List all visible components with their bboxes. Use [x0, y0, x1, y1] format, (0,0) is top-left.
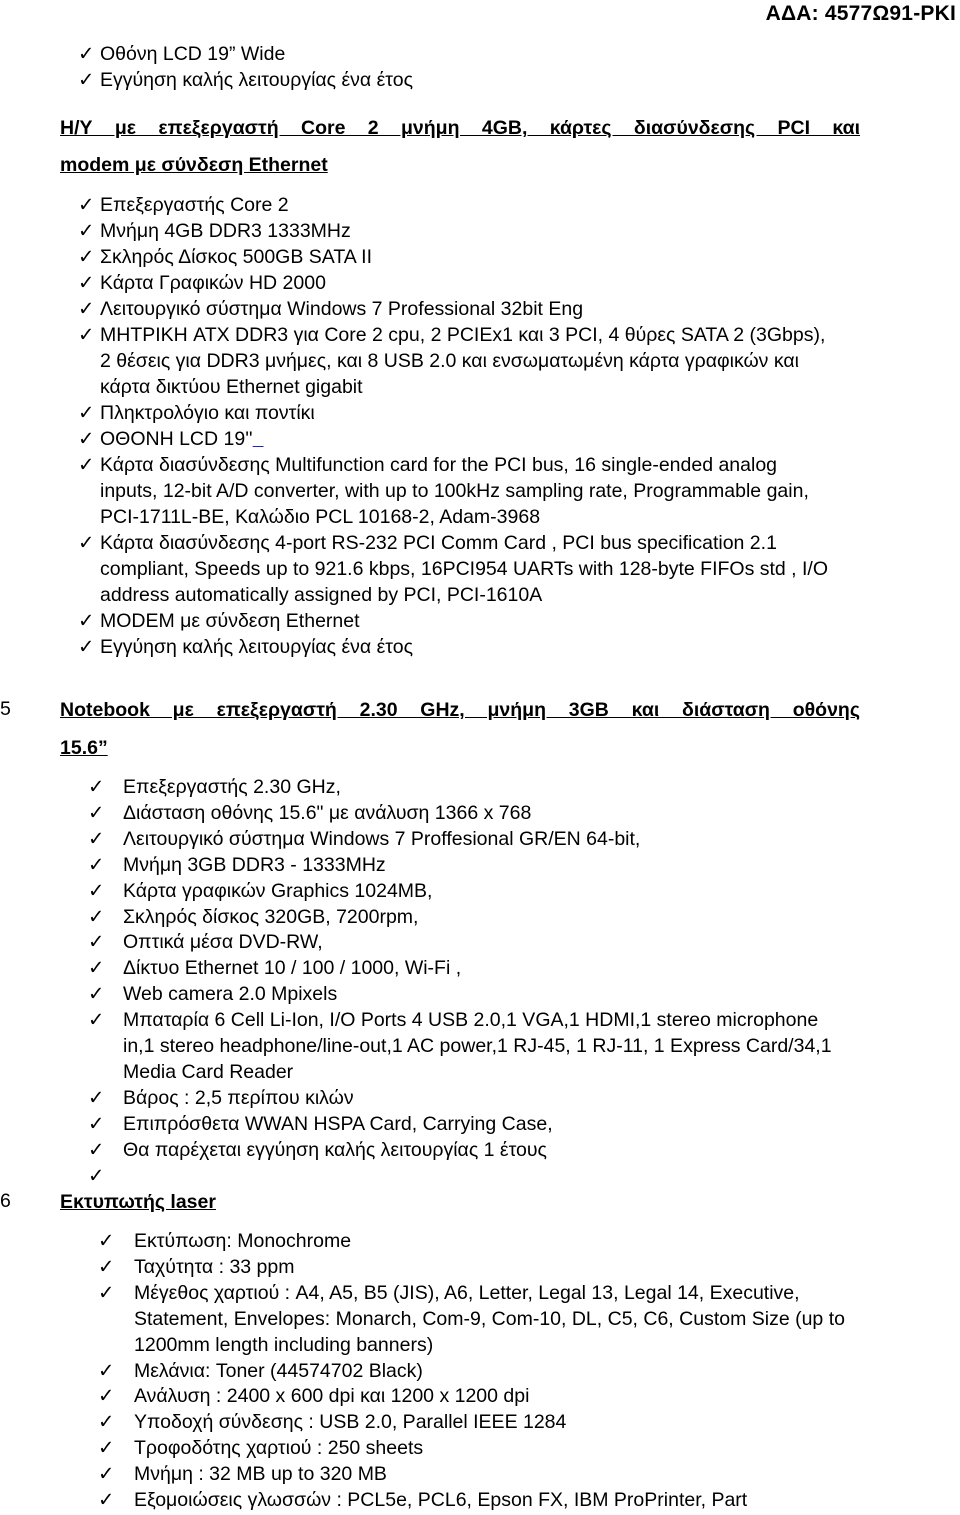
section-number: 5	[0, 698, 11, 720]
list-item	[88, 879, 848, 905]
list-item-text: Μνήμη 3GB DDR3 - 1333MHz	[123, 853, 386, 876]
checkmark-icon: ✓	[98, 1359, 115, 1382]
list-item	[78, 41, 413, 67]
list-item-text: Μέγεθος χαρτιού : A4, A5, B5 (JIS), A6, Letter, Legal 13, Legal 14, Executive, Statement, Envelopes: Monarch, Com-9, Com-10, DL, C5, C6, Custom Size (up to 1200mm length including banners)	[134, 1281, 845, 1356]
list-item-text: Κάρτα Γραφικών HD 2000	[100, 272, 326, 294]
ada-code: ΑΔΑ: 4577Ω91-ΡΚΙ	[765, 2, 956, 25]
printer-spec-list	[98, 1229, 858, 1514]
checkmark-icon: ✓	[98, 1281, 115, 1304]
list-item	[98, 1229, 858, 1255]
list-item-text: Εκτύπωση: Monochrome	[134, 1230, 352, 1252]
pc-spec-list	[78, 192, 838, 660]
checkmark-icon: ✓	[98, 1411, 115, 1434]
list-item-text: ΟΘΟΝΗ LCD 19''	[100, 428, 253, 450]
list-item	[98, 1488, 858, 1514]
checkmark-icon: ✓	[88, 1009, 105, 1032]
printer-section-heading: Εκτυπωτής laser	[60, 1191, 216, 1213]
list-item	[98, 1384, 858, 1410]
checkmark-icon: ✓	[88, 983, 105, 1006]
checkmark-icon: ✓	[98, 1230, 115, 1252]
list-item	[98, 1359, 858, 1385]
notebook-section-heading: Notebook με επεξεργαστή 2.30 GHz, μνήμη 3GB και διάσταση οθόνης	[60, 699, 860, 721]
section-number: 6	[0, 1190, 11, 1212]
checkmark-icon: ✓	[78, 636, 95, 658]
checkmark-icon: ✓	[88, 1164, 105, 1187]
pc-section-heading-line2: modem με σύνδεση Ethernet	[60, 154, 328, 176]
list-item	[88, 1008, 848, 1086]
list-item-text: Web camera 2.0 Mpixels	[123, 983, 338, 1006]
notebook-section-heading-line2: 15.6”	[60, 737, 108, 759]
list-item	[78, 530, 838, 608]
list-item	[78, 608, 838, 634]
list-item-text: Επιπρόσθετα WWAN HSPA Card, Carrying Case,	[123, 1112, 553, 1135]
list-item	[88, 905, 848, 931]
list-item-text: ΜΗΤΡΙΚΗ ATX DDR3 για Core 2 cpu, 2 PCIEx1 και 3 PCI, 4 θύρες SATA 2 (3Gbps), 2 θέσεις για DDR3 μνήμες, και 8 USB 2.0 και ενσωματωμένη κάρτα γραφικών και κάρτα δικτύου Ethernet gigabit	[100, 324, 826, 398]
list-item-text: Υποδοχή σύνδεσης : USB 2.0, Parallel IEEE 1284	[134, 1411, 567, 1434]
list-item	[78, 296, 838, 322]
list-item	[78, 244, 838, 270]
list-item-text: Τροφοδότης χαρτιού : 250 sheets	[134, 1437, 424, 1460]
list-item-text: Εγγύηση καλής λειτουργίας ένα έτος	[100, 69, 413, 91]
checkmark-icon: ✓	[98, 1437, 115, 1460]
list-item	[88, 1138, 848, 1164]
list-item	[88, 956, 848, 982]
checkmark-icon: ✓	[78, 272, 95, 294]
list-item	[78, 67, 413, 93]
list-item	[78, 634, 838, 660]
list-item	[78, 270, 838, 296]
checkmark-icon: ✓	[88, 879, 105, 902]
pc-section-heading: Η/Υ με επεξεργαστή Core 2 μνήμη 4GB, κάρτες διασύνδεσης PCI και	[60, 117, 860, 139]
checkmark-icon: ✓	[78, 324, 95, 346]
checkmark-icon: ✓	[78, 69, 95, 91]
checkmark-icon: ✓	[88, 957, 105, 980]
list-item	[88, 930, 848, 956]
checkmark-icon: ✓	[78, 454, 95, 476]
checkmark-icon: ✓	[98, 1463, 115, 1486]
checkmark-icon: ✓	[88, 1112, 105, 1135]
list-item-text: Εξομοιώσεις γλωσσών : PCL5e, PCL6, Epson FX, IBM ProPrinter, Part	[134, 1489, 748, 1512]
checkmark-icon: ✓	[78, 43, 95, 65]
list-item	[88, 1112, 848, 1138]
list-item-text: Εγγύηση καλής λειτουργίας ένα έτος	[100, 636, 413, 658]
checkmark-icon: ✓	[78, 532, 95, 554]
list-item-text: Δίκτυο Ethernet 10 / 100 / 1000, Wi-Fi ,	[123, 957, 462, 980]
list-item-text: Σκληρός δίσκος 320GB, 7200rpm,	[123, 905, 419, 928]
list-item	[88, 827, 848, 853]
checkmark-icon: ✓	[88, 1138, 105, 1161]
list-item-text: Ανάλυση : 2400 x 600 dpi και 1200 x 1200 dpi	[134, 1385, 530, 1408]
list-item-text: Πληκτρολόγιο και ποντίκι	[100, 402, 315, 424]
list-item-text: Μνήμη : 32 MB up to 320 MB	[134, 1463, 387, 1486]
list-item-text: Μνήμη 4GB DDR3 1333MHz	[100, 220, 351, 242]
checkmark-icon: ✓	[78, 298, 95, 320]
empty-link[interactable]	[253, 428, 264, 450]
checkmark-icon: ✓	[88, 801, 105, 824]
notebook-spec-list	[88, 775, 848, 1187]
list-item-text: Λειτουργικό σύστημα Windows 7 Proffesional GR/EN 64-bit,	[123, 827, 641, 850]
list-item	[88, 775, 848, 801]
checkmark-icon: ✓	[88, 905, 105, 928]
list-item-text: MODEM με σύνδεση Ethernet	[100, 610, 360, 632]
list-item	[88, 1086, 848, 1112]
list-item-text: Επεξεργαστής Core 2	[100, 194, 289, 216]
list-item	[78, 400, 838, 426]
list-item	[78, 452, 838, 530]
checkmark-icon: ✓	[88, 827, 105, 850]
checkmark-icon: ✓	[88, 931, 105, 954]
list-item-text: Διάσταση οθόνης 15.6" με ανάλυση 1366 x 768	[123, 801, 532, 824]
checkmark-icon: ✓	[88, 776, 105, 798]
list-item-text: Κάρτα γραφικών Graphics 1024MB,	[123, 879, 433, 902]
checkmark-icon: ✓	[98, 1385, 115, 1408]
checkmark-icon: ✓	[98, 1489, 115, 1512]
checkmark-icon: ✓	[78, 220, 95, 242]
list-item-text: Κάρτα διασύνδεσης 4-port RS-232 PCI Comm Card , PCI bus specification 2.1 compliant, Speeds up to 921.6 kbps, 16PCI954 UARTs with 128-byte FIFOs std , I/O address automatically assigned by PCI, PCI-1610A	[100, 532, 829, 606]
list-item-text: Βάρος : 2,5 περίπου κιλών	[123, 1086, 354, 1109]
list-item	[78, 218, 838, 244]
checkmark-icon: ✓	[78, 402, 95, 424]
list-item	[98, 1462, 858, 1488]
checkmark-icon: ✓	[88, 853, 105, 876]
checkmark-icon: ✓	[78, 246, 95, 268]
list-item	[88, 982, 848, 1008]
list-item	[78, 192, 838, 218]
list-item	[78, 322, 838, 400]
list-item	[98, 1436, 858, 1462]
list-item	[88, 853, 848, 879]
list-item-text: Μπαταρία 6 Cell Li-Ion, I/O Ports 4 USB 2.0,1 VGA,1 HDMI,1 stereo microphone in,1 stereo headphone/line-out,1 AC power,1 RJ-45, 1 RJ-11, 1 Express Card/34,1 Media Card Reader	[123, 1009, 832, 1083]
list-item-text: Θα παρέχεται εγγύηση καλής λειτουργίας 1 έτους	[123, 1138, 547, 1161]
list-item-text: Επεξεργαστής 2.30 GHz,	[123, 776, 341, 798]
checkmark-icon: ✓	[78, 610, 95, 632]
list-item	[88, 801, 848, 827]
list-item-text: Μελάνια: Toner (44574702 Black)	[134, 1359, 423, 1382]
list-item-text: Οπτικά μέσα DVD-RW,	[123, 931, 323, 954]
list-item-text: Λειτουργικό σύστημα Windows 7 Professional 32bit Eng	[100, 298, 584, 320]
list-item	[98, 1281, 858, 1359]
list-item	[98, 1255, 858, 1281]
checkmark-icon: ✓	[98, 1255, 115, 1278]
list-item-text: Σκληρός Δίσκος 500GB SATA II	[100, 246, 372, 268]
checkmark-icon: ✓	[78, 194, 95, 216]
list-item-text: Οθόνη LCD 19” Wide	[100, 43, 286, 65]
checkmark-icon: ✓	[78, 428, 95, 450]
list-item	[78, 426, 838, 452]
list-item	[98, 1410, 858, 1436]
checkmark-icon: ✓	[88, 1086, 105, 1109]
list-item-text: Κάρτα διασύνδεσης Multifunction card for the PCI bus, 16 single-ended analog inputs, 12-bit A/D converter, with up to 100kHz sampling rate, Programmable gain, PCI-1711L-BE, Καλώδιο PCL 10168-2, Adam-3968	[100, 454, 809, 528]
top-spec-list	[78, 41, 413, 93]
list-item-text: Ταχύτητα : 33 ppm	[134, 1255, 295, 1278]
